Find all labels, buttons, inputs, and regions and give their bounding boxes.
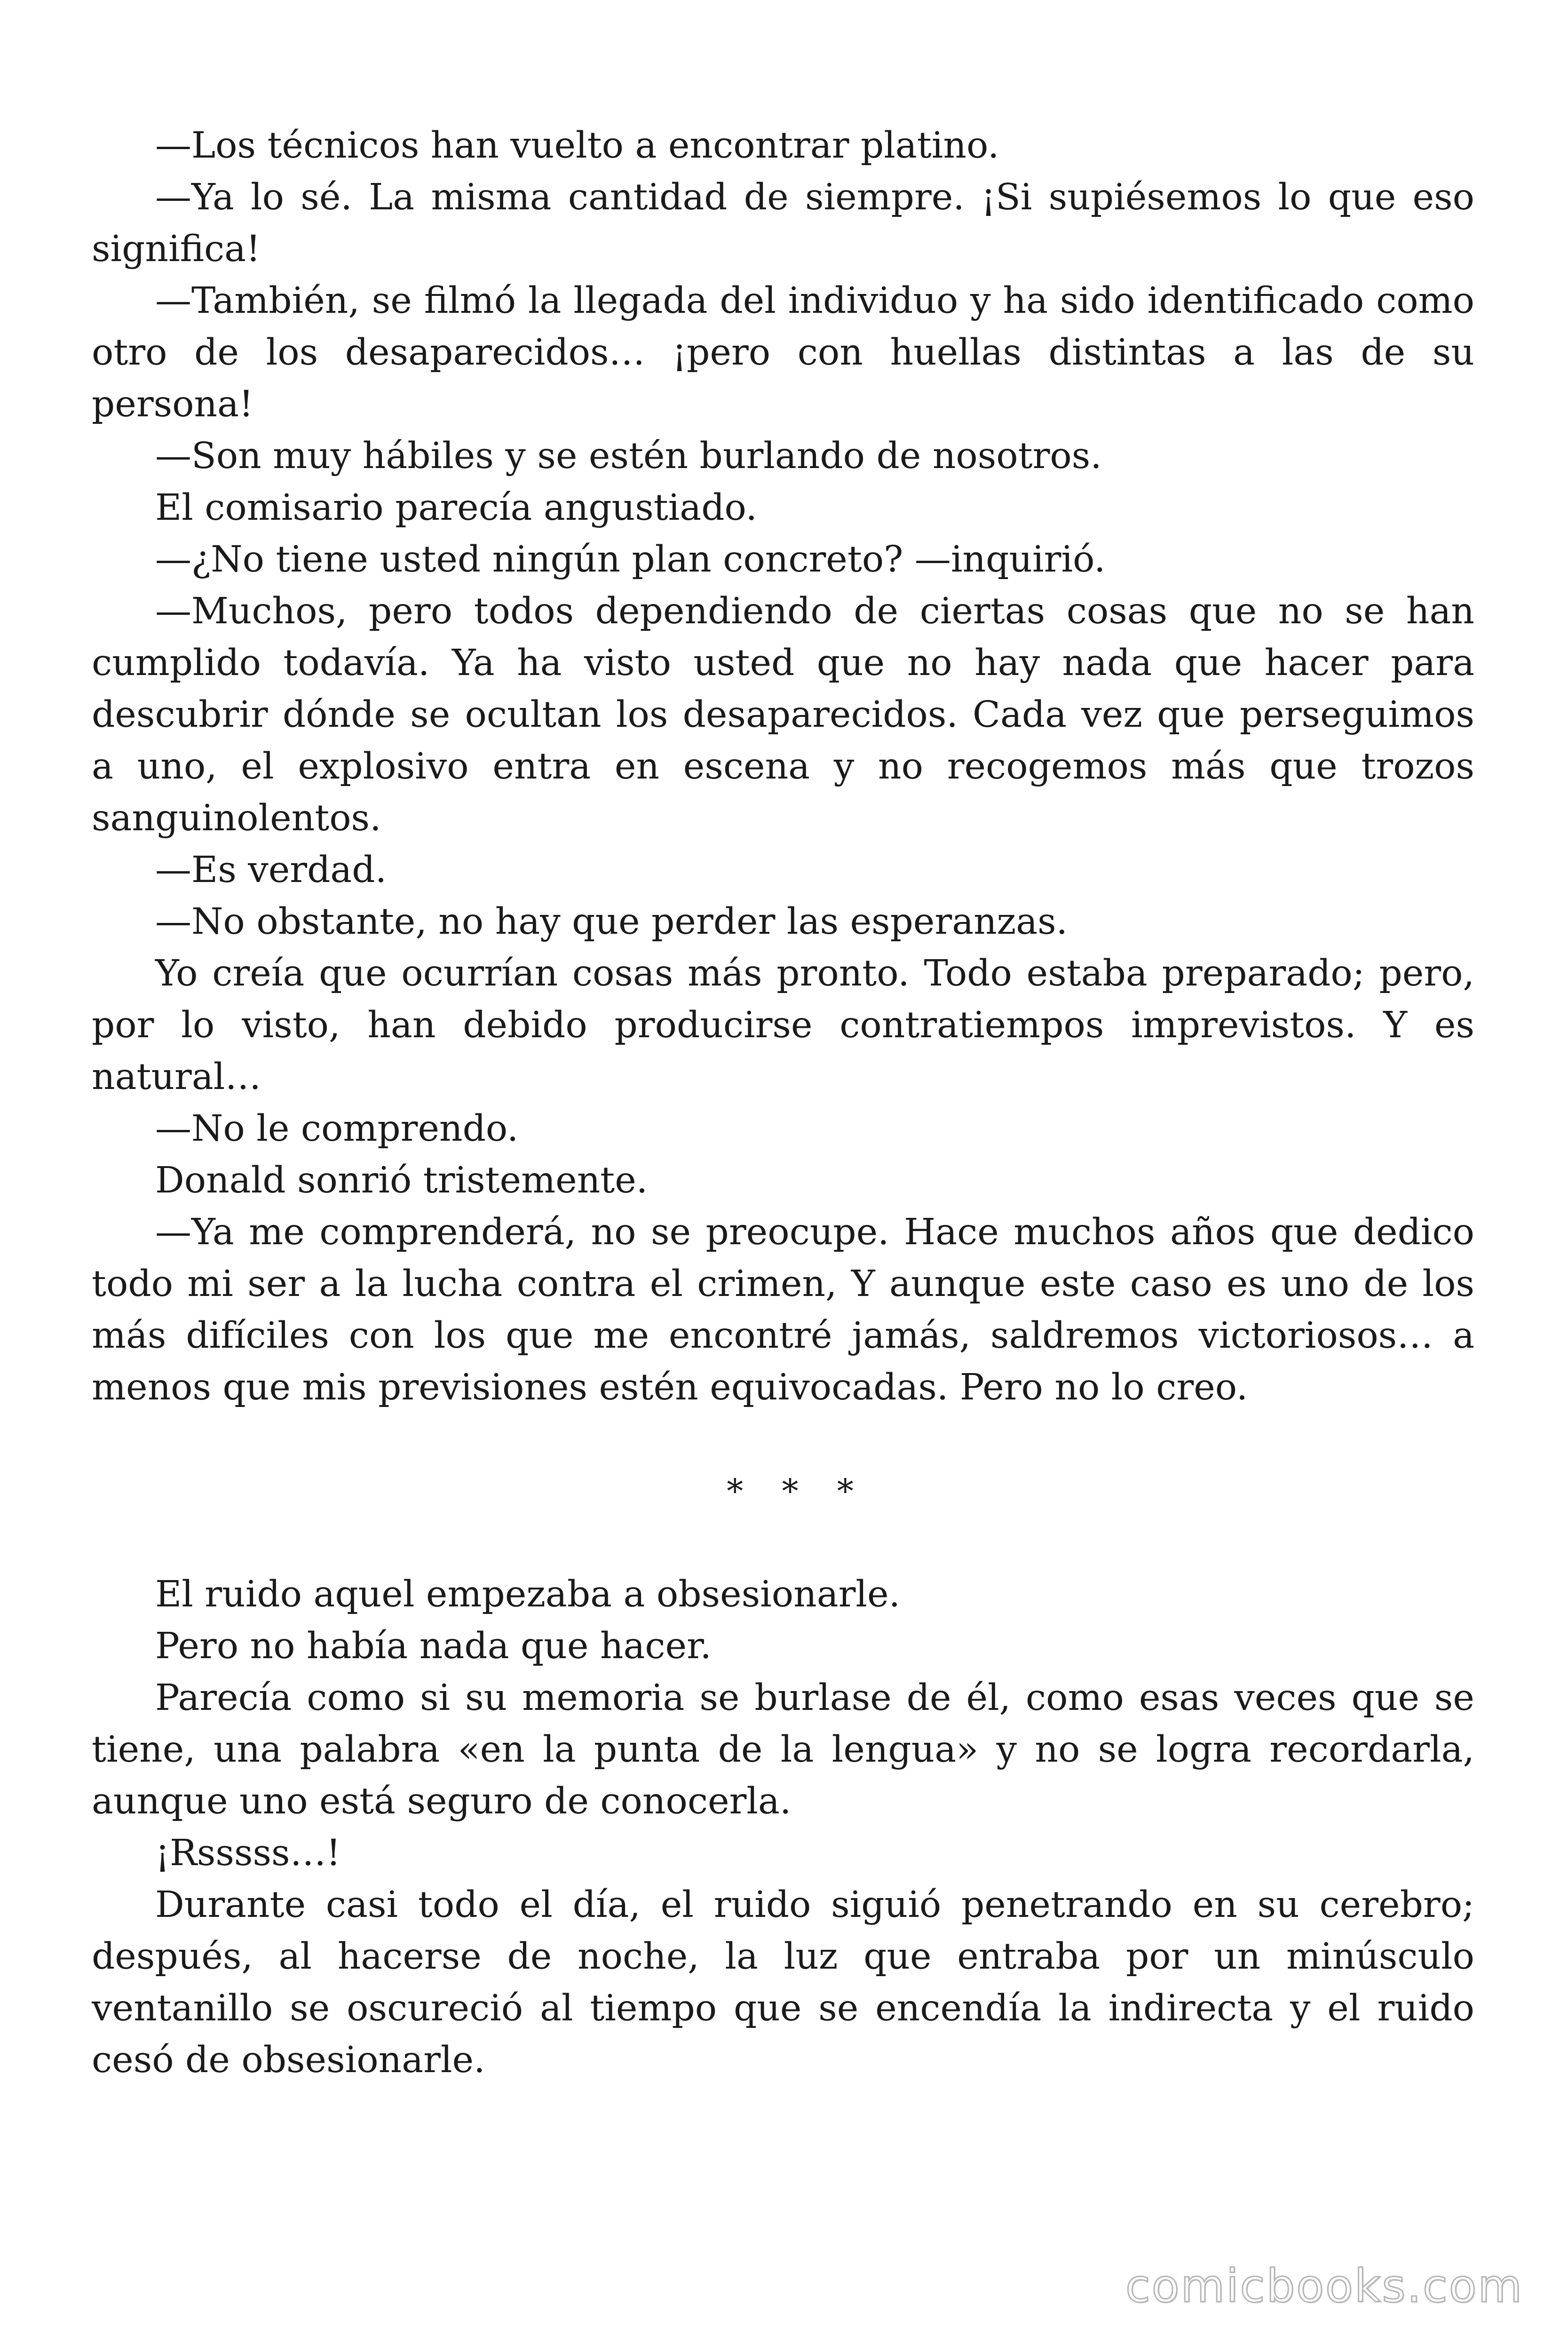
- watermark: comicbooks.com: [1125, 2260, 1523, 2312]
- paragraph: —Es verdad.: [155, 849, 387, 891]
- paragraph: El comisario parecía angustiado.: [155, 487, 757, 529]
- scene-break: * * *: [727, 1472, 868, 1510]
- paragraph: —Son muy hábiles y se estén burlando de nosotros.: [155, 435, 1102, 477]
- paragraph: ¡Rsssss…!: [155, 1832, 341, 1874]
- paragraph: El ruido aquel empezaba a obsesionarle.: [155, 1573, 901, 1615]
- paragraph: Yo creía que ocurrían cosas más pronto. Todo estaba preparado; pero, por lo visto, han debido producirse contratiempos imprevistos. Y es natural…: [92, 953, 1474, 1098]
- paragraph: Pero no había nada que hacer.: [155, 1625, 712, 1667]
- paragraph: —Ya lo sé. La misma cantidad de siempre. ¡Si supiésemos lo que eso significa!: [92, 176, 1474, 270]
- paragraph: —No obstante, no hay que perder las esperanzas.: [155, 901, 1068, 943]
- paragraph: —Ya me comprenderá, no se preocupe. Hace muchos años que dedico todo mi ser a la lucha contra el crimen, Y aunque este caso es uno de los más difíciles con los que me encontré jamás, saldremos victoriosos… a menos que mis previsiones estén equivocadas. Pero no lo creo.: [92, 1211, 1474, 1408]
- paragraph: Parecía como si su memoria se burlase de él, como esas veces que se tiene, una palabra «en la punta de la lengua» y no se logra recordarla, aunque uno está seguro de conocerla.: [92, 1677, 1474, 1822]
- paragraph: —También, se filmó la llegada del individuo y ha sido identificado como otro de los desaparecidos… ¡pero con huellas distintas a las de su persona!: [92, 280, 1474, 425]
- paragraph: Donald sonrió tristemente.: [155, 1160, 648, 1201]
- paragraph: Durante casi todo el día, el ruido siguió penetrando en su cerebro; después, al hacerse de noche, la luz que entraba por un minúsculo ventanillo se oscureció al tiempo que se encendía la indirecta y el ruido cesó de obsesionarle.: [92, 1884, 1474, 2081]
- page-body: [92, 120, 1474, 2086]
- paragraph: —Los técnicos han vuelto a encontrar platino.: [155, 125, 999, 167]
- paragraph: —No le comprendo.: [155, 1108, 519, 1150]
- paragraph: —Muchos, pero todos dependiendo de ciertas cosas que no se han cumplido todavía. Ya ha visto usted que no hay nada que hacer para descubrir dónde se ocultan los desaparecidos. Cada vez que perseguimos a uno, el explosivo entra en escena y no recogemos más que trozos sanguinolentos.: [92, 590, 1474, 839]
- paragraph: —¿No tiene usted ningún plan concreto? —inquirió.: [155, 539, 1106, 580]
